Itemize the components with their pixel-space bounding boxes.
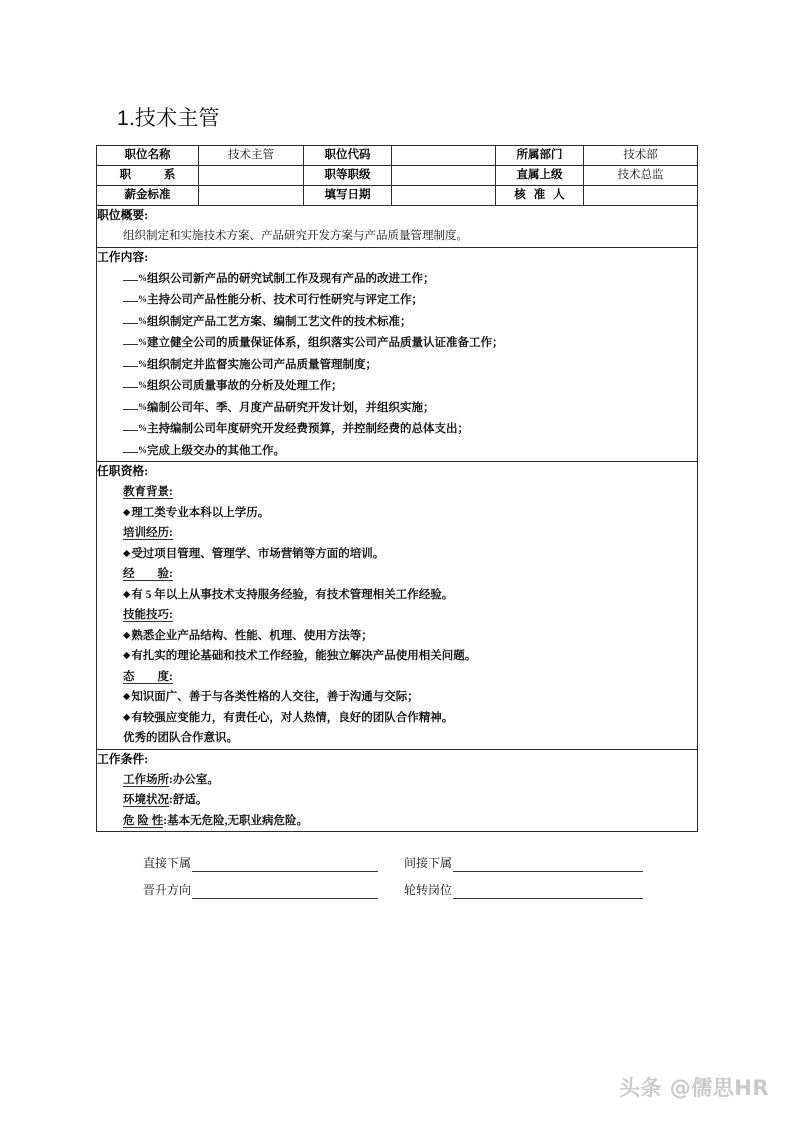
percent-underline <box>123 366 138 367</box>
field-value-approver[interactable] <box>584 186 698 206</box>
percent-symbol: % <box>138 294 147 304</box>
work-content-item <box>97 375 697 397</box>
footer-blank-promotion-path[interactable] <box>192 885 378 899</box>
work-condition-label: 危 险 性 <box>123 814 164 827</box>
diamond-bullet-icon: ◆ <box>123 548 131 559</box>
work-content-heading: 工作内容: <box>97 249 149 264</box>
percent-blank-field[interactable] <box>123 332 147 354</box>
footer-blank-rotation-position[interactable] <box>453 885 643 899</box>
field-value-department[interactable]: 技术部 <box>584 146 698 166</box>
work-condition-item <box>97 790 697 811</box>
work-content-item <box>97 440 697 462</box>
section-qualifications <box>97 462 698 750</box>
diamond-bullet-icon: ◆ <box>123 507 131 518</box>
work-condition-label: 工作场所 <box>123 773 169 786</box>
qualification-bullet-text: 理工类专业本科以上学历。 <box>131 506 270 519</box>
field-value-job-family[interactable] <box>199 166 304 186</box>
footer-field-promotion-path <box>96 882 396 899</box>
work-content-item-text: 组织公司新产品的研究试制工作及现有产品的改进工作； <box>147 272 435 285</box>
watermark: 头条 @儒思HR <box>618 1076 769 1100</box>
work-condition-label: 环境状况 <box>123 794 169 806</box>
percent-blank-field[interactable] <box>123 311 147 333</box>
footer-field-direct-subordinate <box>96 855 396 872</box>
field-value-salary-standard[interactable] <box>199 186 304 206</box>
qualification-bullet <box>97 646 697 667</box>
work-content-item-text: 完成上级交办的其他工作。 <box>147 444 285 457</box>
work-content-cell <box>97 247 698 462</box>
percent-underline <box>123 409 138 410</box>
info-row-3 <box>97 186 698 206</box>
percent-underline <box>123 344 138 345</box>
work-content-item <box>97 418 697 440</box>
qualification-bullet-text: 受过项目管理、管理学、市场营销等方面的培训。 <box>131 547 385 560</box>
qualification-subheading-skills: 技能技巧: <box>123 609 173 621</box>
field-label-job-grade: 职等职级 <box>304 166 392 186</box>
qualification-bullet <box>97 585 697 606</box>
qualifications-closing-line: 优秀的团队合作意识。 <box>123 732 238 744</box>
qualification-bullet <box>97 503 697 524</box>
percent-underline <box>123 323 138 324</box>
info-row-1 <box>97 146 698 166</box>
percent-symbol: % <box>138 358 147 369</box>
percent-underline <box>123 280 138 281</box>
work-conditions-cell <box>97 749 698 832</box>
qualification-bullet <box>97 687 697 708</box>
work-condition-value: :基本无危险,无职业病危险。 <box>163 814 308 827</box>
summary-text: 组织制定和实施技术方案、产品研究开发方案与产品质量管理制度。 <box>123 230 468 242</box>
percent-underline <box>123 387 138 388</box>
footer-label-indirect-subordinate: 间接下属 <box>404 856 453 870</box>
section-work-content <box>97 247 698 462</box>
footer-label-promotion-path: 晋升方向 <box>143 883 192 897</box>
qualification-bullet-text: 知识面广、善于与各类性格的人交往，善于沟通与交际； <box>131 691 419 703</box>
work-content-item <box>97 268 697 290</box>
qualification-subheading-experience: 经 验: <box>123 568 173 580</box>
footer-label-direct-subordinate: 直接下属 <box>143 856 192 870</box>
qualification-bullet-text: 有 5 年以上从事技术支持服务经验，有技术管理相关工作经验。 <box>131 588 454 601</box>
summary-heading: 职位概要: <box>97 208 149 222</box>
field-label-position-name: 职位名称 <box>97 146 199 166</box>
work-content-item <box>97 397 697 419</box>
percent-symbol: % <box>138 272 147 283</box>
percent-symbol: % <box>138 315 147 326</box>
percent-blank-field[interactable] <box>123 268 147 290</box>
qualifications-heading: 任职资格: <box>97 464 149 478</box>
work-content-item-text: 编制公司年、季、月度产品研究开发计划，并组织实施； <box>147 401 435 414</box>
field-value-direct-superior[interactable]: 技术总监 <box>584 166 698 186</box>
qualification-bullet <box>97 544 697 565</box>
info-row-2 <box>97 166 698 186</box>
summary-cell <box>97 206 698 248</box>
percent-blank-field[interactable] <box>123 354 147 376</box>
field-value-position-code[interactable] <box>392 146 496 166</box>
work-content-item-text: 建立健全公司的质量保证体系，组织落实公司产品质量认证准备工作； <box>147 337 504 349</box>
work-content-list <box>97 268 697 462</box>
percent-symbol: % <box>138 423 147 433</box>
field-value-fill-date[interactable] <box>392 186 496 206</box>
field-label-fill-date: 填写日期 <box>304 186 392 206</box>
diamond-bullet-icon: ◆ <box>123 589 131 600</box>
work-content-item-text: 组织制定并监督实施公司产品质量管理制度； <box>147 358 377 371</box>
field-label-department: 所属部门 <box>496 146 584 166</box>
footer-row-2 <box>96 872 697 899</box>
work-condition-item <box>97 811 697 832</box>
work-content-item <box>97 289 697 311</box>
percent-blank-field[interactable] <box>123 289 147 311</box>
diamond-bullet-icon: ◆ <box>123 630 131 641</box>
diamond-bullet-icon: ◆ <box>123 651 131 661</box>
work-content-item-text: 主持编制公司年度研究开发经费预算，并控制经费的总体支出； <box>147 423 469 435</box>
section-summary <box>97 206 698 248</box>
page-title: 1.技术主管 <box>117 107 220 130</box>
qualification-subheading-training: 培训经历: <box>123 527 173 539</box>
qualifications-cell <box>97 462 698 750</box>
footer-blank-direct-subordinate[interactable] <box>192 858 378 872</box>
footer-blank-indirect-subordinate[interactable] <box>453 858 643 872</box>
qualification-bullet-text: 有扎实的理论基础和技术工作经验，能独立解决产品使用相关问题。 <box>131 650 477 662</box>
field-label-salary-standard: 薪金标准 <box>97 186 199 206</box>
footer-field-rotation-position <box>396 882 696 899</box>
work-content-item-text: 组织公司质量事故的分析及处理工作； <box>147 380 343 392</box>
footer-label-rotation-position: 轮转岗位 <box>404 883 453 897</box>
percent-underline <box>123 430 138 431</box>
diamond-bullet-icon: ◆ <box>123 692 131 702</box>
job-description-table <box>96 145 698 832</box>
qualification-bullet-text: 熟悉企业产品结构、性能、机理、使用方法等； <box>131 629 373 642</box>
percent-underline <box>123 452 138 453</box>
work-condition-item <box>97 770 697 791</box>
footer-row-1 <box>96 845 697 872</box>
work-condition-value: :舒适。 <box>169 794 208 806</box>
percent-blank-field[interactable] <box>123 397 147 419</box>
work-content-item <box>97 332 697 354</box>
percent-symbol: % <box>138 337 147 347</box>
qualification-subheading-attitude: 态 度: <box>123 670 173 683</box>
field-value-job-grade[interactable] <box>392 166 496 186</box>
footer-fill-in-fields <box>96 845 697 899</box>
field-label-direct-superior: 直属上级 <box>496 166 584 186</box>
work-content-item-text: 组织制定产品工艺方案、编制工艺文件的技术标准； <box>147 315 412 328</box>
percent-underline <box>123 301 138 302</box>
qualification-bullet <box>97 708 697 729</box>
work-condition-value: :办公室。 <box>169 773 219 786</box>
field-label-position-code: 职位代码 <box>304 146 392 166</box>
percent-symbol: % <box>138 401 147 412</box>
percent-blank-field[interactable] <box>123 440 147 462</box>
diamond-bullet-icon: ◆ <box>123 712 131 723</box>
percent-blank-field[interactable] <box>123 375 147 397</box>
work-conditions-heading: 工作条件: <box>97 751 149 766</box>
field-label-job-family: 职 系 <box>97 166 199 186</box>
footer-field-indirect-subordinate <box>396 855 696 872</box>
section-work-conditions <box>97 749 698 832</box>
percent-symbol: % <box>138 444 147 455</box>
qualification-bullet <box>97 626 697 647</box>
percent-symbol: % <box>138 380 147 390</box>
work-content-item-text: 主持公司产品性能分析、技术可行性研究与评定工作； <box>147 294 423 306</box>
percent-blank-field[interactable] <box>123 418 147 440</box>
qualification-bullet-text: 有较强应变能力，有责任心，对人热情，良好的团队合作精神。 <box>131 711 454 724</box>
work-content-item <box>97 311 697 333</box>
qualification-subheading-education: 教育背景: <box>123 486 173 498</box>
work-content-item <box>97 354 697 376</box>
field-value-position-name[interactable]: 技术主管 <box>199 146 304 166</box>
field-label-approver: 核 准 人 <box>496 186 584 206</box>
